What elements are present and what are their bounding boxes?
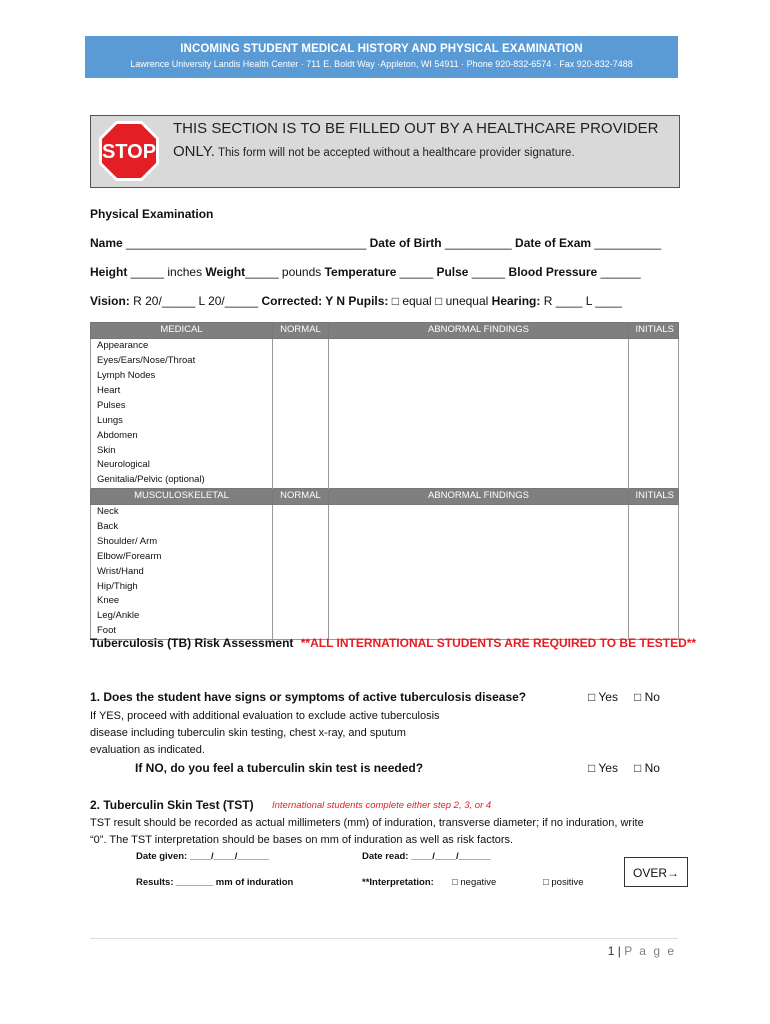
exam-date-label: Date of Exam (515, 236, 592, 250)
row-label: Elbow/Forearm (91, 549, 273, 564)
col-initials: INITIALS (629, 323, 679, 339)
normal-cell[interactable] (273, 579, 329, 594)
q1-no-checkbox[interactable]: □ No (634, 690, 660, 704)
clinic-address: Lawrence University Landis Health Center · 711 E. Boldt Way ·Appleton, WI 54911 · Phone 920-832-6574 · Fax 920-832-7488 (130, 59, 633, 69)
table-row (91, 413, 679, 428)
form-header (85, 36, 678, 78)
exam-date-field[interactable]: __________ (591, 236, 662, 250)
vision-right-field[interactable]: R 20/_____ (129, 294, 199, 308)
normal-cell[interactable] (273, 443, 329, 458)
col-medical: MEDICAL (91, 323, 273, 339)
table-row (91, 473, 679, 488)
findings-cell[interactable] (329, 428, 629, 443)
pulse-label: Pulse (436, 265, 469, 279)
height-unit: inches (164, 265, 206, 279)
findings-cell[interactable] (329, 534, 629, 549)
normal-cell[interactable] (273, 609, 329, 624)
vision-left-field[interactable]: L 20/_____ (198, 294, 262, 308)
page-separator: | (614, 944, 625, 958)
medical-table-header (91, 323, 679, 339)
table-row (91, 428, 679, 443)
findings-cell[interactable] (329, 564, 629, 579)
stop-sign-icon (98, 120, 160, 182)
initials-cell[interactable] (629, 428, 679, 443)
row-label: Hip/Thigh (91, 579, 273, 594)
normal-cell[interactable] (273, 473, 329, 488)
findings-cell[interactable] (329, 473, 629, 488)
row-label: Wrist/Hand (91, 564, 273, 579)
over-page-indicator: OVER→ (624, 857, 688, 887)
name-dob-row (90, 236, 661, 250)
initials-cell[interactable] (629, 354, 679, 369)
table-row (91, 549, 679, 564)
tst-international-note: International students complete either step 2, 3, or 4 (272, 800, 492, 811)
table-row (91, 609, 679, 624)
findings-cell[interactable] (329, 443, 629, 458)
row-label: Knee (91, 594, 273, 609)
findings-cell[interactable] (329, 504, 629, 519)
tst-instructions-line-1: TST result should be recorded as actual millimeters (mm) of induration, transverse diameter; if no induration, write (90, 817, 644, 829)
pulse-field[interactable]: _____ (468, 265, 509, 279)
table-row (91, 504, 679, 519)
normal-cell[interactable] (273, 549, 329, 564)
table-row (91, 520, 679, 535)
table-row (91, 443, 679, 458)
hearing-fields[interactable]: R ____ L ____ (540, 294, 622, 308)
col-initials: INITIALS (629, 488, 679, 504)
corrected-options[interactable]: Y N (322, 294, 349, 308)
dob-field[interactable]: __________ (441, 236, 516, 250)
q1-yes-checkbox[interactable]: □ Yes (588, 690, 618, 704)
table-row (91, 398, 679, 413)
interpretation-negative-checkbox[interactable]: □ negative (452, 877, 497, 888)
table-row (91, 458, 679, 473)
q1-note-line-2: disease including tuberculin skin testing, chest x-ray, and sputum (90, 727, 406, 739)
initials-cell[interactable] (629, 504, 679, 519)
findings-cell[interactable] (329, 609, 629, 624)
initials-cell[interactable] (629, 413, 679, 428)
table-row (91, 369, 679, 384)
corrected-label: Corrected: (261, 294, 323, 308)
row-label: Skin (91, 443, 273, 458)
initials-cell[interactable] (629, 473, 679, 488)
interpretation-positive-checkbox[interactable]: □ positive (543, 877, 584, 888)
weight-label: Weight (205, 265, 246, 279)
initials-cell[interactable] (629, 458, 679, 473)
form-title: INCOMING STUDENT MEDICAL HISTORY AND PHYSICAL EXAMINATION (180, 43, 583, 55)
row-label: Neurological (91, 458, 273, 473)
results-field[interactable]: Results: _______ mm of induration (136, 877, 294, 888)
row-label: Eyes/Ears/Nose/Throat (91, 354, 273, 369)
row-label: Lymph Nodes (91, 369, 273, 384)
tb-question-1: 1. Does the student have signs or symptoms of active tuberculosis disease? (90, 690, 527, 704)
table-row (91, 384, 679, 399)
notice-line-2: ONLY. This form will not be accepted without a healthcare provider signature. (173, 143, 575, 160)
findings-cell[interactable] (329, 458, 629, 473)
q1-note-line-1: If YES, proceed with additional evaluation to exclude active tuberculosis (90, 710, 440, 722)
q1b-no-checkbox[interactable]: □ No (634, 761, 660, 775)
col-normal: NORMAL (273, 488, 329, 504)
vision-label: Vision: (90, 294, 130, 308)
row-label: Neck (91, 504, 273, 519)
findings-cell[interactable] (329, 594, 629, 609)
initials-cell[interactable] (629, 549, 679, 564)
row-label: Pulses (91, 398, 273, 413)
page-footer (608, 944, 676, 958)
stop-sign-label: STOP (101, 141, 157, 163)
row-label: Heart (91, 384, 273, 399)
musculoskeletal-table-header (91, 488, 679, 504)
name-field[interactable]: ____________________________________ (122, 236, 370, 250)
tb-question-1b: If NO, do you feel a tuberculin skin test is needed? (135, 761, 424, 775)
tb-section-title-row (90, 636, 696, 650)
temperature-label: Temperature (324, 265, 397, 279)
notice-line-1: THIS SECTION IS TO BE FILLED OUT BY A HEALTHCARE PROVIDER (173, 120, 659, 137)
date-given-field[interactable]: Date given: ____/____/______ (136, 851, 270, 862)
normal-cell[interactable] (273, 564, 329, 579)
pupils-label: Pupils: (348, 294, 389, 308)
row-label: Leg/Ankle (91, 609, 273, 624)
height-field[interactable]: _____ (127, 265, 165, 279)
tb-warning: **ALL INTERNATIONAL STUDENTS ARE REQUIRED TO BE TESTED** (300, 636, 697, 650)
initials-cell[interactable] (629, 534, 679, 549)
pupils-options[interactable]: □ equal □ unequal (388, 294, 492, 308)
name-label: Name (90, 236, 123, 250)
blood-pressure-field[interactable]: ______ (597, 265, 641, 279)
row-label: Lungs (91, 413, 273, 428)
page-word: P a g e (624, 944, 676, 958)
initials-cell[interactable] (629, 443, 679, 458)
height-label: Height (90, 265, 128, 279)
table-row (91, 594, 679, 609)
footer-divider (90, 938, 678, 939)
initials-cell[interactable] (629, 338, 679, 353)
tst-instructions-line-2: “0”. The TST interpretation should be bases on mm of induration as well as risk factors. (90, 834, 514, 846)
medical-exam-table (90, 322, 679, 640)
row-label: Foot (91, 624, 273, 639)
col-musculoskeletal: MUSCULOSKELETAL (91, 488, 273, 504)
normal-cell[interactable] (273, 384, 329, 399)
normal-cell[interactable] (273, 594, 329, 609)
blood-pressure-label: Blood Pressure (508, 265, 598, 279)
row-label: Back (91, 520, 273, 535)
findings-cell[interactable] (329, 384, 629, 399)
page-number: 1 (607, 944, 615, 958)
normal-cell[interactable] (273, 369, 329, 384)
normal-cell[interactable] (273, 354, 329, 369)
initials-cell[interactable] (629, 398, 679, 413)
vision-row (90, 294, 622, 308)
temperature-field[interactable]: _____ (396, 265, 437, 279)
date-read-field[interactable]: Date read: ____/____/______ (362, 851, 491, 862)
normal-cell[interactable] (273, 398, 329, 413)
findings-cell[interactable] (329, 549, 629, 564)
initials-cell[interactable] (629, 384, 679, 399)
initials-cell[interactable] (629, 579, 679, 594)
dob-label: Date of Birth (369, 236, 442, 250)
col-abnormal-findings: ABNORMAL FINDINGS (329, 488, 629, 504)
col-normal: NORMAL (273, 323, 329, 339)
q1-note-line-3: evaluation as indicated. (90, 744, 205, 756)
hearing-label: Hearing: (491, 294, 541, 308)
normal-cell[interactable] (273, 338, 329, 353)
weight-unit: pounds (278, 265, 325, 279)
table-row (91, 338, 679, 353)
table-row (91, 579, 679, 594)
normal-cell[interactable] (273, 428, 329, 443)
normal-cell[interactable] (273, 458, 329, 473)
normal-cell[interactable] (273, 534, 329, 549)
findings-cell[interactable] (329, 579, 629, 594)
physical-exam-title: Physical Examination (90, 207, 214, 221)
normal-cell[interactable] (273, 413, 329, 428)
q1b-yes-checkbox[interactable]: □ Yes (588, 761, 618, 775)
notice-text (173, 120, 673, 160)
col-abnormal-findings: ABNORMAL FINDINGS (329, 323, 629, 339)
findings-cell[interactable] (329, 520, 629, 535)
findings-cell[interactable] (329, 413, 629, 428)
row-label: Genitalia/Pelvic (optional) (91, 473, 273, 488)
initials-cell[interactable] (629, 609, 679, 624)
row-label: Appearance (91, 338, 273, 353)
normal-cell[interactable] (273, 504, 329, 519)
table-row (91, 354, 679, 369)
row-label: Abdomen (91, 428, 273, 443)
initials-cell[interactable] (629, 369, 679, 384)
vitals-row (90, 265, 641, 279)
normal-cell[interactable] (273, 520, 329, 535)
findings-cell[interactable] (329, 354, 629, 369)
weight-field[interactable]: _____ (245, 265, 279, 279)
interpretation-label: **Interpretation: (362, 877, 434, 888)
initials-cell[interactable] (629, 520, 679, 535)
row-label: Shoulder/ Arm (91, 534, 273, 549)
findings-cell[interactable] (329, 338, 629, 353)
tb-title: Tuberculosis (TB) Risk Assessment (90, 636, 294, 650)
table-row (91, 564, 679, 579)
table-row (91, 534, 679, 549)
initials-cell[interactable] (629, 594, 679, 609)
findings-cell[interactable] (329, 398, 629, 413)
initials-cell[interactable] (629, 564, 679, 579)
findings-cell[interactable] (329, 369, 629, 384)
tb-question-2: 2. Tuberculin Skin Test (TST) (90, 798, 254, 812)
